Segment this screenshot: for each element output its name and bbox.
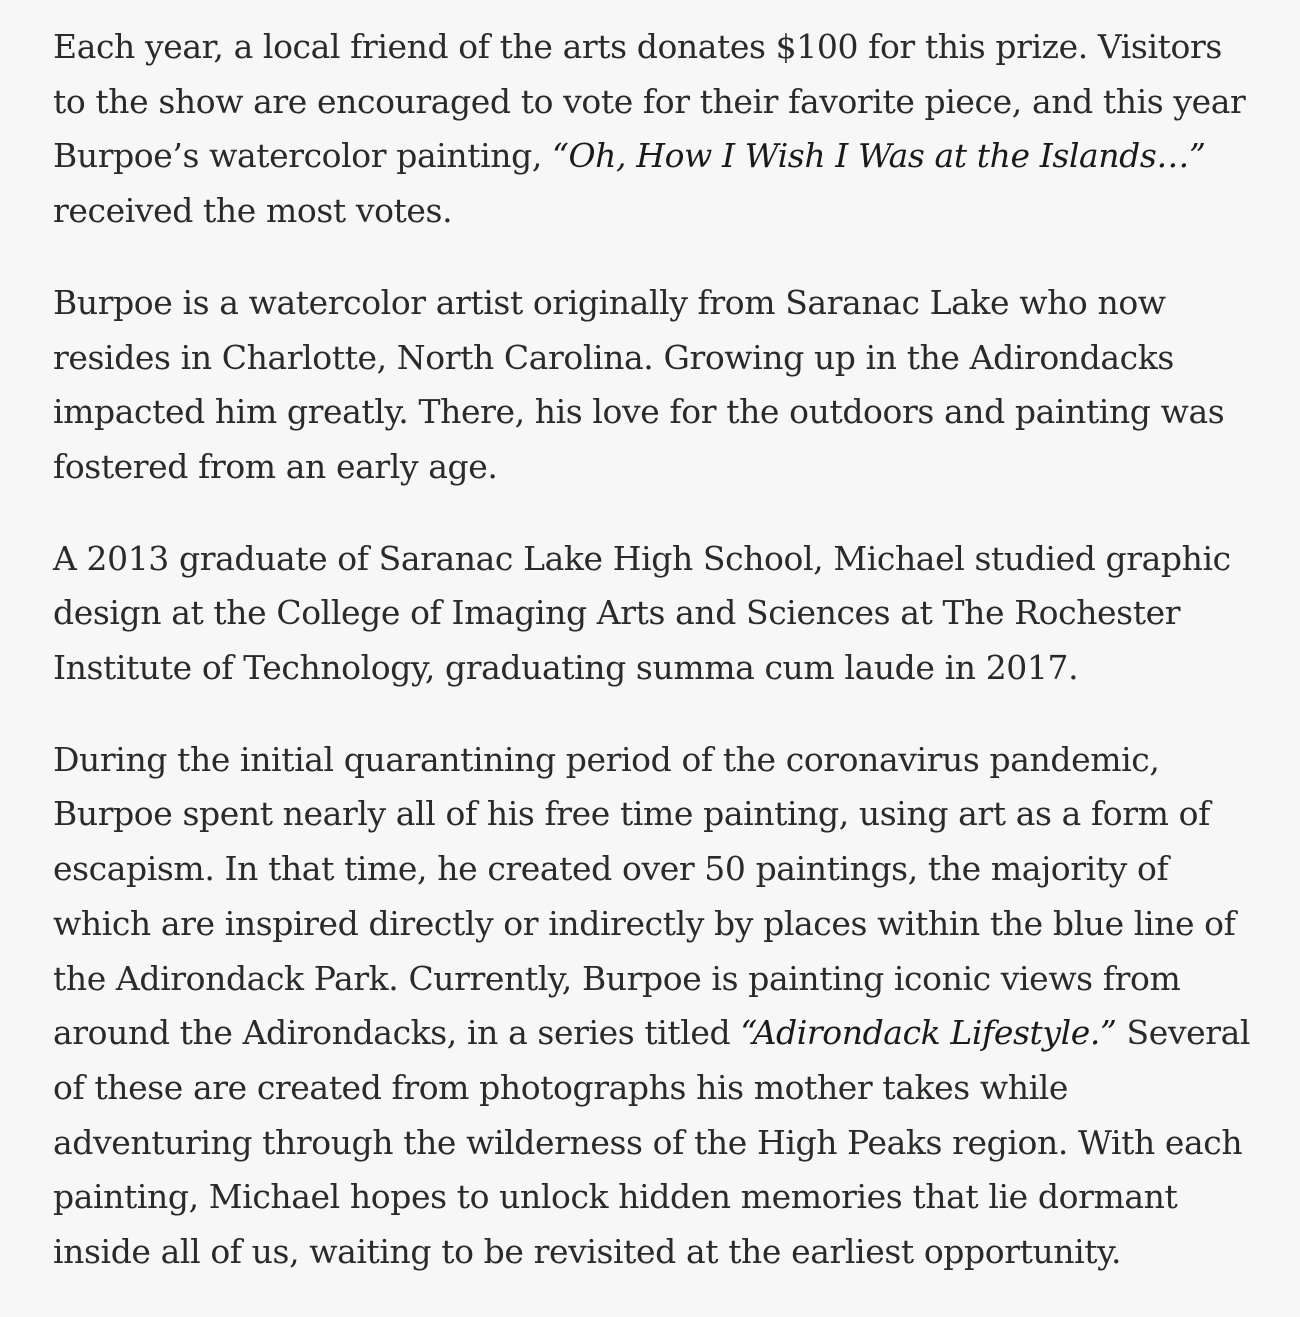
text-line [53, 385, 1293, 440]
text-line [53, 897, 1293, 952]
text-line [53, 787, 1293, 842]
text-line [53, 331, 1293, 386]
text-line [53, 1061, 1293, 1116]
text-segment: adventuring through the wilderness of the High Peaks region. With each [53, 1122, 1243, 1162]
text-segment: of these are created from photographs his mother takes while [53, 1067, 1069, 1107]
text-segment: to the show are encouraged to vote for their favorite piece, and this year [53, 81, 1246, 121]
text-segment: design at the College of Imaging Arts and Sciences at The Rochester [53, 593, 1181, 633]
text-segment: Several [1116, 1013, 1251, 1053]
text-segment: resides in Charlotte, North Carolina. Growing up in the Adirondacks [53, 337, 1174, 377]
text-line [53, 276, 1293, 331]
text-line [53, 1170, 1293, 1225]
text-segment: Burpoe is a watercolor artist originally from Saranac Lake who now [53, 282, 1166, 322]
text-segment: inside all of us, waiting to be revisited at the earliest opportunity. [53, 1232, 1122, 1272]
artwork-title: “Oh, How I Wish I Was at the Islands…” [552, 136, 1206, 176]
text-line [53, 842, 1293, 897]
text-segment: Institute of Technology, graduating summa cum laude in 2017. [53, 648, 1079, 688]
text-segment: painting, Michael hopes to unlock hidden memories that lie dormant [53, 1177, 1178, 1217]
text-segment: the Adirondack Park. Currently, Burpoe is painting iconic views from [53, 958, 1181, 998]
text-line [53, 75, 1293, 130]
text-line [53, 532, 1293, 587]
text-line [53, 733, 1293, 788]
text-segment: Each year, a local friend of the arts donates $100 for this prize. Visitors [53, 27, 1222, 66]
text-line [53, 20, 1293, 75]
text-line [53, 1006, 1293, 1061]
article-paragraph [53, 733, 1293, 1280]
text-segment: impacted him greatly. There, his love for the outdoors and painting was [53, 392, 1225, 432]
article-body [53, 20, 1293, 1317]
text-segment: A 2013 graduate of Saranac Lake High School, Michael studied graphic [53, 538, 1231, 578]
text-line [53, 1225, 1293, 1280]
article-paragraph [53, 276, 1293, 495]
text-segment: which are inspired directly or indirectly by places within the blue line of [53, 903, 1236, 943]
text-segment: Burpoe’s watercolor painting, [53, 136, 553, 176]
article-paragraph [53, 20, 1293, 239]
artwork-title: “Adirondack Lifestyle.” [740, 1013, 1117, 1053]
text-segment: fostered from an early age. [53, 446, 498, 486]
text-line [53, 129, 1293, 184]
text-segment: around the Adirondacks, in a series titled [53, 1013, 741, 1053]
text-segment: Burpoe spent nearly all of his free time painting, using art as a form of [53, 794, 1210, 834]
text-segment: escapism. In that time, he created over 50 paintings, the majority of [53, 849, 1169, 889]
text-segment: During the initial quarantining period of the coronavirus pandemic, [53, 739, 1160, 779]
text-line [53, 1116, 1293, 1171]
text-line [53, 184, 1293, 239]
text-line [53, 641, 1293, 696]
text-segment: received the most votes. [53, 191, 453, 231]
text-line [53, 440, 1293, 495]
article-paragraph [53, 532, 1293, 696]
text-line [53, 952, 1293, 1007]
text-line [53, 586, 1293, 641]
